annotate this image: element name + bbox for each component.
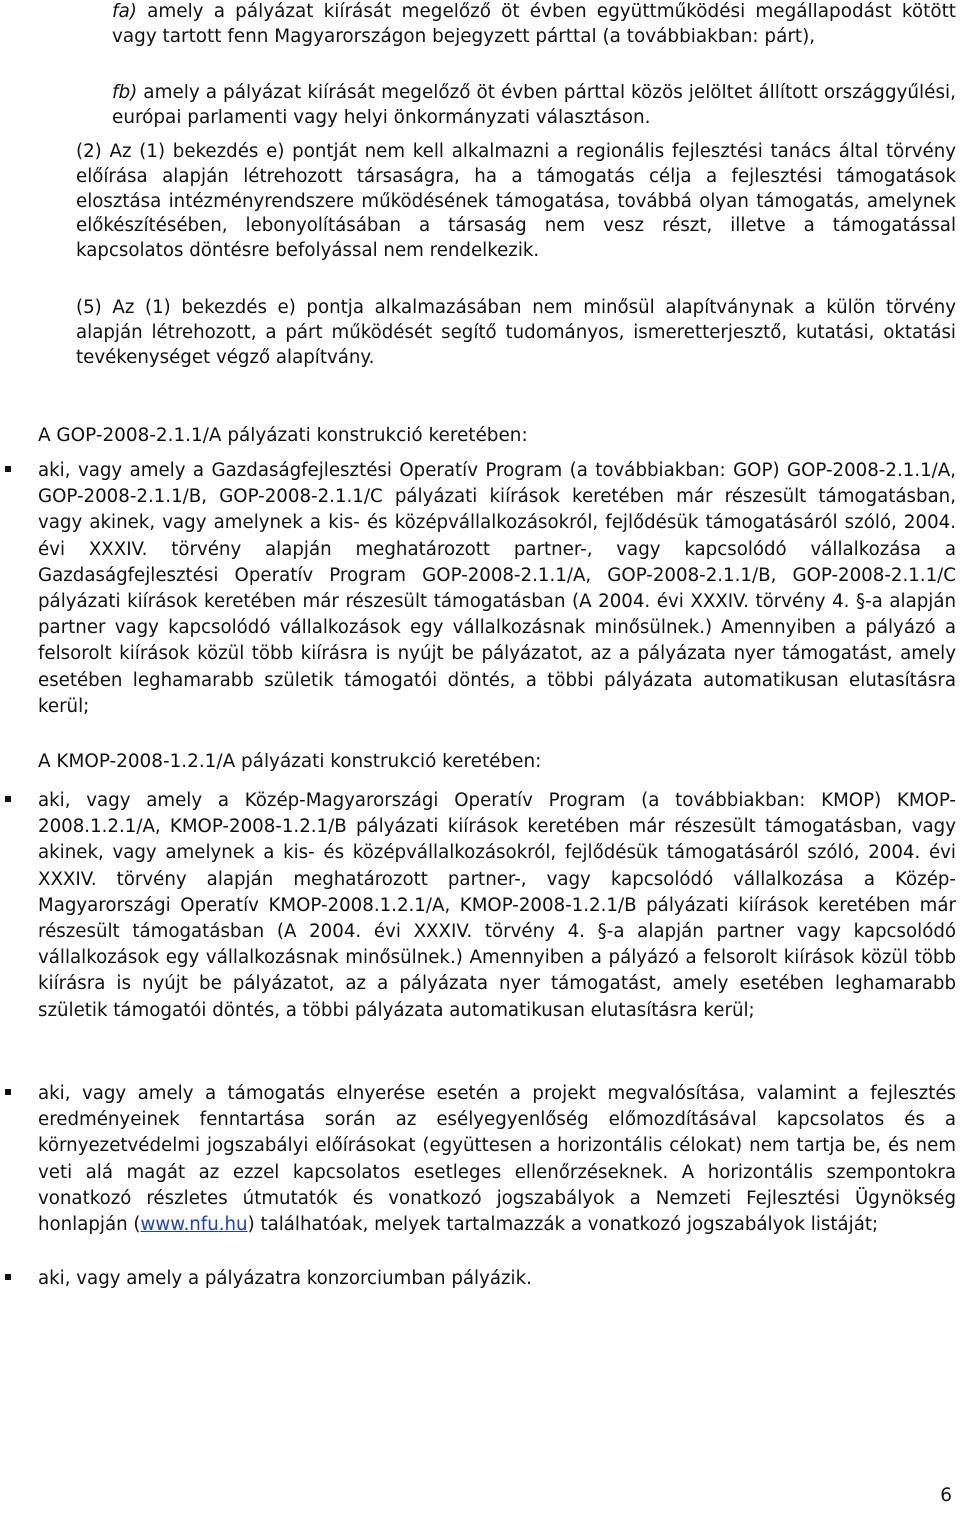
item-fb-label: fb) xyxy=(112,82,138,103)
page-number: 6 xyxy=(940,1485,952,1506)
kmop-bullet-3-text: aki, vagy amely a pályázatra konzorciumban pályázik. xyxy=(38,1268,532,1289)
item-fb-text: amely a pályázat kiírását megelőző öt évben párttal közös jelöltet állított országgyűlési, európai parlamenti vagy helyi önkormányzati választáson. xyxy=(112,82,956,128)
paragraph-2: (2) Az (1) bekezdés e) pontját nem kell alkalmazni a regionális fejlesztési tanács által törvény előírása alapján létrehozott társaságra, ha a támogatás célja a fejlesztési támogatások elosztása intézményrendszere működésének támogatása, továbbá olyan támogatás, amelynek előkészítésében, lebonyolításában a társaság nem vesz részt, illetve a támogatással kapcsolatos döntésre befolyással nem rendelkezik. xyxy=(76,141,956,262)
kmop-heading: A KMOP-2008-1.2.1/A pályázati konstrukció keretében: xyxy=(38,751,542,772)
kmop-bullet-2 xyxy=(38,1081,956,1238)
kmop-bullet-2-text: aki, vagy amely a támogatás elnyerése esetén a projekt megvalósítása, valamint a fejlesztés eredményeinek fenntartása során az esélyegyenlőség előmozdításával kapcsolatos és a környezetvédelmi jogszabályi előírásokat (együttesen a horizontális célokat) nem tartja be, és nem veti alá magát az ezzel kapcsolatos esetleges ellenőrzéseknek. A horizontális szempontokra vonatkozó részletes útmutatók és vonatkozó jogszabályok a Nemzeti Fejlesztési Ügynökség honlapján ( xyxy=(38,1083,956,1236)
item-fa-label: fa) xyxy=(112,1,137,22)
gop-heading: A GOP-2008-2.1.1/A pályázati konstrukció keretében: xyxy=(38,425,528,446)
bullet-icon xyxy=(5,466,11,472)
bullet-icon xyxy=(5,1274,11,1280)
item-fb xyxy=(112,81,956,131)
bullet-icon xyxy=(5,1089,11,1095)
item-fa-text: amely a pályázat kiírását megelőző öt évben együttműködési megállapodást kötött vagy tartott fenn Magyarországon bejegyzett párttal (a továbbiakban: párt), xyxy=(112,1,956,47)
item-fa xyxy=(112,0,956,50)
paragraph-5: (5) Az (1) bekezdés e) pontja alkalmazásában nem minősül alapítványnak a külön törvény alapján létrehozott, a párt működését segítő tudományos, ismeretterjesztő, kutatási, oktatási tevékenységet végző alapítvány. xyxy=(76,297,956,368)
bullet-icon xyxy=(5,796,11,802)
nfu-link[interactable]: www.nfu.hu xyxy=(140,1214,248,1236)
kmop-bullet-2-text-end: ) találhatóak, melyek tartalmazzák a vonatkozó jogszabályok listáját; xyxy=(247,1214,879,1236)
gop-bullet-text: aki, vagy amely a Gazdaságfejlesztési Operatív Program (a továbbiakban: GOP) GOP-2008-2.1.1/A, GOP-2008-2.1.1/B, GOP-2008-2.1.1/C pályázati kiírások keretében már részesült támogatásban, vagy akinek, vagy amelynek a kis- és középvállalkozásokról, fejlődésük támogatásáról szóló, 2004. évi XXXIV. törvény alapján meghatározott partner-, vagy kapcsolódó vállalkozása a Gazdaságfejlesztési Operatív Program GOP-2008-2.1.1/A, GOP-2008-2.1.1/B, GOP-2008-2.1.1/C pályázati kiírások keretében már részesült támogatásban (A 2004. évi XXXIV. törvény 4. §-a alapján partner vagy kapcsolódó vállalkozások egy vállalkozásnak minősülnek.) Amennyiben a pályázó a felsorolt kiírások közül több kiírásra is nyújt be pályázatot, az a pályázata nyer támogatást, amely esetében leghamarabb születik támogatói döntés, a többi pályázata automatikusan elutasításra kerül; xyxy=(38,460,956,717)
kmop-bullet-1-text: aki, vagy amely a Közép-Magyarországi Operatív Program (a továbbiakban: KMOP) KMOP-2008.1.2.1/A, KMOP-2008-1.2.1/B pályázati kiírások keretében már részesült támogatásban, vagy akinek, vagy amelynek a kis- és középvállalkozásokról, fejlődésük támogatásáról szóló, 2004. évi XXXIV. törvény alapján meghatározott partner-, vagy kapcsolódó vállalkozása a Közép-Magyarországi Operatív KMOP-2008.1.2.1/A, KMOP-2008-1.2.1/B pályázati kiírások keretében már részesült támogatásban (A 2004. évi XXXIV. törvény 4. §-a alapján partner vagy kapcsolódó vállalkozások egy vállalkozásnak minősülnek.) Amennyiben a pályázó a felsorolt kiírások közül több kiírásra is nyújt be pályázatot, az a pályázata nyer támogatást, amely esetében leghamarabb születik támogatói döntés, a többi pályázata automatikusan elutasításra kerül; xyxy=(38,790,956,1021)
